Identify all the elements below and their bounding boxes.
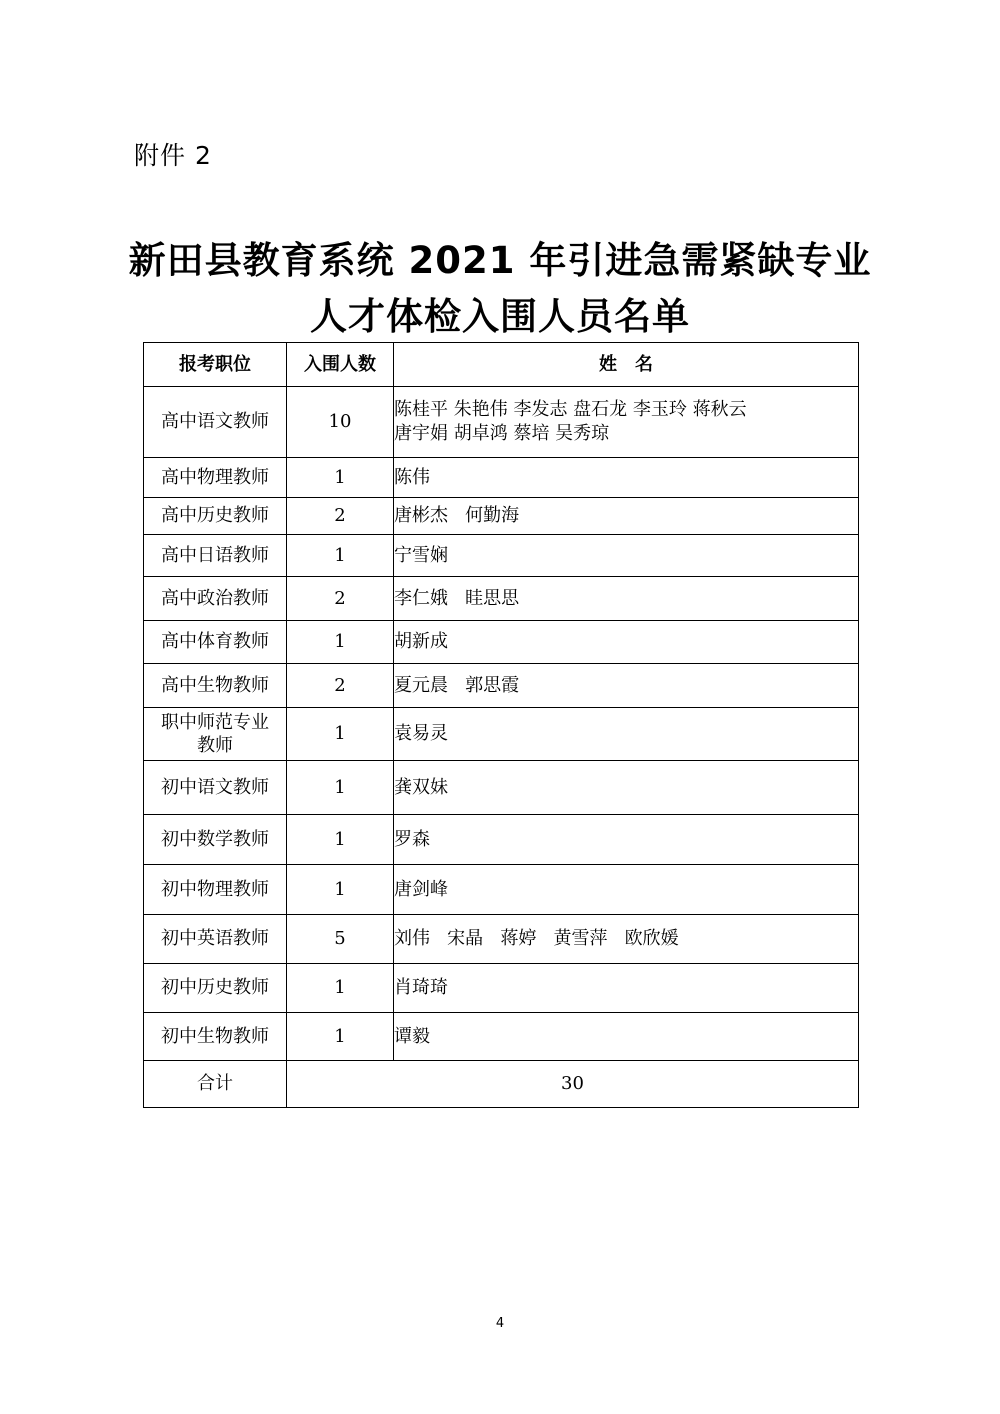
cell-names: 唐剑峰 xyxy=(394,865,859,915)
table-row xyxy=(144,964,859,1013)
header-names: 姓 名 xyxy=(394,343,859,387)
cell-position: 初中物理教师 xyxy=(144,865,287,915)
cell-names: 李仁娥 眭思思 xyxy=(394,577,859,621)
cell-count: 1 xyxy=(287,964,394,1013)
cell-count: 10 xyxy=(287,387,394,458)
cell-position: 高中日语教师 xyxy=(144,535,287,577)
cell-names: 胡新成 xyxy=(394,621,859,664)
cell-count: 1 xyxy=(287,761,394,815)
table-total-row xyxy=(144,1061,859,1108)
total-value: 30 xyxy=(287,1061,859,1108)
cell-names: 夏元晨 郭思霞 xyxy=(394,664,859,708)
table-row xyxy=(144,387,859,458)
table-row xyxy=(144,498,859,535)
cell-names: 陈桂平 朱艳伟 李发志 盘石龙 李玉玲 蒋秋云 唐宇娟 胡卓鸿 蔡培 吴秀琼 xyxy=(394,387,859,458)
cell-position: 初中语文教师 xyxy=(144,761,287,815)
cell-names: 唐彬杰 何勤海 xyxy=(394,498,859,535)
table-row xyxy=(144,535,859,577)
page-number: 4 xyxy=(495,1316,505,1331)
total-label: 合计 xyxy=(144,1061,287,1108)
header-count: 入围人数 xyxy=(287,343,394,387)
cell-names: 陈伟 xyxy=(394,458,859,498)
document-title-line-2: 人才体检入围人员名单 xyxy=(310,295,690,338)
cell-names: 肖琦琦 xyxy=(394,964,859,1013)
cell-count: 1 xyxy=(287,865,394,915)
cell-count: 1 xyxy=(287,708,394,761)
cell-names: 袁易灵 xyxy=(394,708,859,761)
cell-count: 1 xyxy=(287,535,394,577)
header-position: 报考职位 xyxy=(144,343,287,387)
cell-count: 1 xyxy=(287,815,394,865)
cell-position: 高中历史教师 xyxy=(144,498,287,535)
cell-count: 5 xyxy=(287,915,394,964)
cell-position: 高中物理教师 xyxy=(144,458,287,498)
table-row xyxy=(144,664,859,708)
table-row xyxy=(144,815,859,865)
cell-position: 初中英语教师 xyxy=(144,915,287,964)
document-title-line-1: 新田县教育系统 2021 年引进急需紧缺专业 xyxy=(128,239,872,282)
cell-count: 1 xyxy=(287,458,394,498)
table-row xyxy=(144,708,859,761)
cell-names: 刘伟 宋晶 蒋婷 黄雪萍 欧欣媛 xyxy=(394,915,859,964)
cell-names: 宁雪娴 xyxy=(394,535,859,577)
cell-position: 初中生物教师 xyxy=(144,1013,287,1061)
table-row xyxy=(144,621,859,664)
cell-count: 2 xyxy=(287,577,394,621)
cell-count: 1 xyxy=(287,1013,394,1061)
cell-position: 职中师范专业 教师 xyxy=(144,708,287,761)
cell-count: 1 xyxy=(287,621,394,664)
cell-count: 2 xyxy=(287,498,394,535)
cell-position: 高中生物教师 xyxy=(144,664,287,708)
cell-position: 初中数学教师 xyxy=(144,815,287,865)
table-row xyxy=(144,1013,859,1061)
cell-position: 高中政治教师 xyxy=(144,577,287,621)
table-header-row xyxy=(144,343,859,387)
cell-names: 谭毅 xyxy=(394,1013,859,1061)
cell-count: 2 xyxy=(287,664,394,708)
table-row xyxy=(144,577,859,621)
cell-position: 高中体育教师 xyxy=(144,621,287,664)
cell-position: 初中历史教师 xyxy=(144,964,287,1013)
table-row xyxy=(144,915,859,964)
table-row xyxy=(144,865,859,915)
table-row xyxy=(144,761,859,815)
attachment-label: 附件 2 xyxy=(134,141,212,170)
cell-names: 罗森 xyxy=(394,815,859,865)
cell-names: 龚双妹 xyxy=(394,761,859,815)
table-row xyxy=(144,458,859,498)
cell-position: 高中语文教师 xyxy=(144,387,287,458)
roster-table xyxy=(143,342,859,1108)
